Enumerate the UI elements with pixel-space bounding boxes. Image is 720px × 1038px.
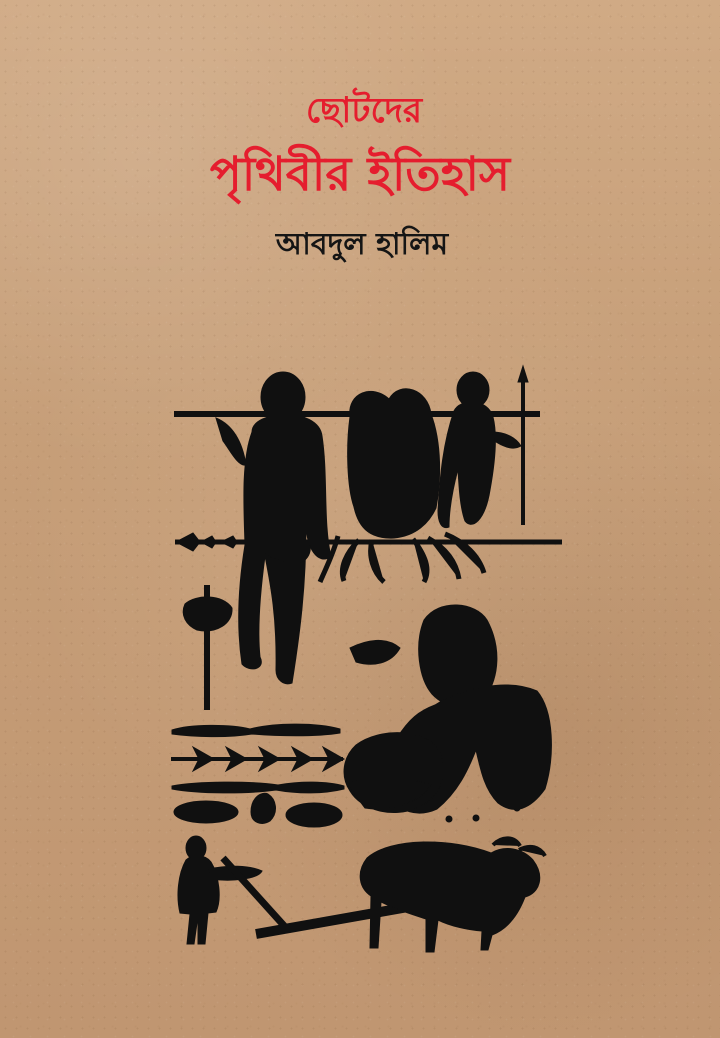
- seated-toolmaker: [344, 605, 551, 822]
- spear-tip: [518, 366, 528, 382]
- author-name: আবদুল হালিম: [275, 227, 449, 263]
- stone-tool-left: [174, 801, 238, 823]
- spear-barb-2: [221, 536, 237, 548]
- right-hunter: [438, 372, 521, 528]
- club-head: [183, 597, 232, 631]
- ox-horn: [493, 838, 520, 846]
- stone-tool-right: [286, 803, 342, 827]
- spear-barb-1: [201, 536, 216, 548]
- long-spear-top: [172, 724, 340, 737]
- hunters-carrying-animal-scene: [174, 366, 562, 684]
- plowing-scene: [178, 836, 545, 952]
- ox-body: [360, 842, 540, 952]
- book-subtitle: ছোটদের: [305, 91, 423, 131]
- long-spear-bottom: [172, 782, 344, 793]
- stone-tool-middle: [251, 793, 276, 823]
- spear-head-left: [176, 533, 200, 551]
- left-hunter: [216, 372, 331, 684]
- book-title: পৃথিবীর ইতিহাস: [209, 146, 511, 202]
